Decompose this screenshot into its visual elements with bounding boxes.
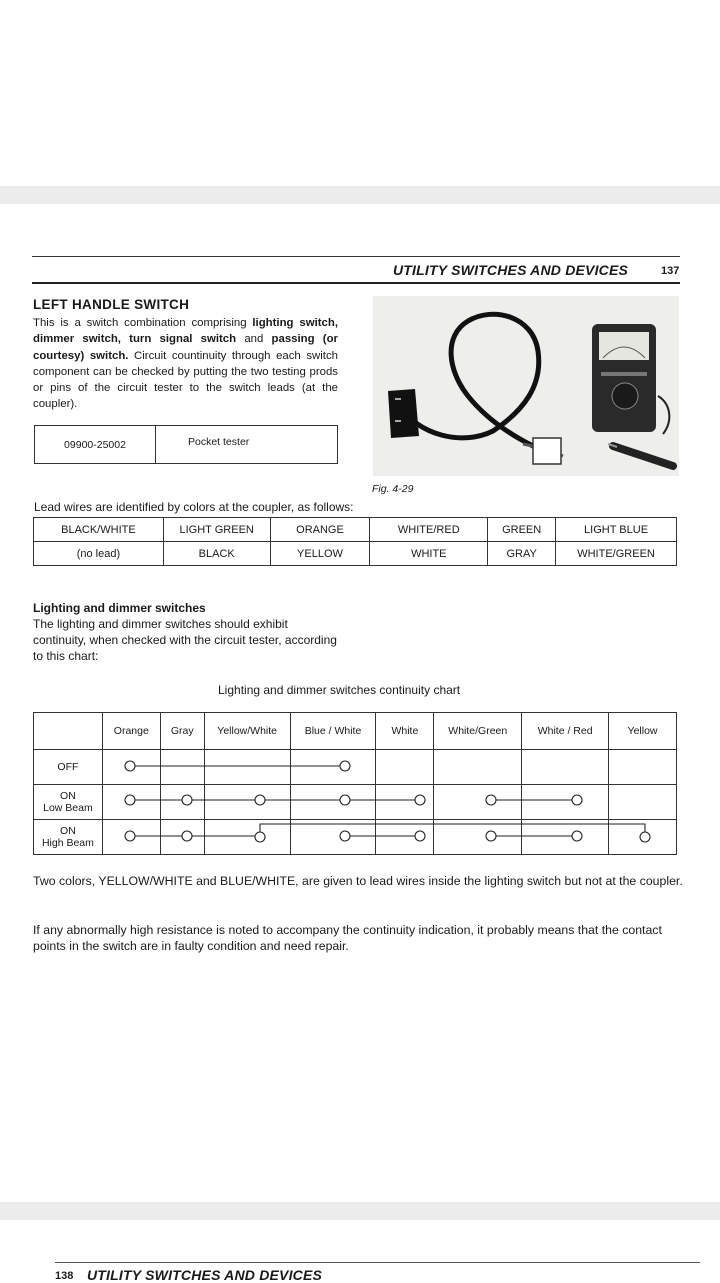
- table-cell: [102, 820, 160, 855]
- table-cell: [434, 750, 522, 785]
- table-cell: [434, 820, 522, 855]
- column-header: Yellow/White: [204, 713, 290, 750]
- page-number: 137: [661, 265, 680, 277]
- table-cell: [102, 785, 160, 820]
- table-cell: [609, 785, 677, 820]
- table-row: [34, 542, 677, 566]
- table-cell: [522, 820, 609, 855]
- table-cell: [609, 820, 677, 855]
- table-cell: [376, 750, 434, 785]
- note-high-resistance: If any abnormally high resistance is noted to accompany the continuity indication, it probably means that the contact points in the switch are in faulty condition and need repair.: [33, 923, 662, 953]
- tool-name: Pocket tester: [188, 435, 250, 448]
- table-row: [34, 785, 677, 820]
- figure-caption: Fig. 4-29: [372, 483, 414, 495]
- viewer-gap-top: [0, 186, 720, 204]
- pocket-tester-photo: [373, 296, 679, 476]
- table-cell: [290, 750, 376, 785]
- intro-text-run: and: [236, 333, 272, 346]
- table-cell: [376, 820, 434, 855]
- lead-cell: BLACK: [163, 542, 270, 566]
- intro-paragraph: [33, 315, 338, 413]
- column-header: Yellow: [609, 713, 677, 750]
- table-cell: [204, 750, 290, 785]
- table-cell: [376, 785, 434, 820]
- corner-cell: [34, 713, 103, 750]
- table-cell: [290, 820, 376, 855]
- table-cell: [160, 820, 204, 855]
- lead-cell: (no lead): [34, 542, 164, 566]
- column-header: Gray: [160, 713, 204, 750]
- lighting-heading: Lighting and dimmer switches: [33, 601, 206, 615]
- column-header: White/Green: [434, 713, 522, 750]
- table-row: [34, 750, 677, 785]
- header-rule-top: [32, 256, 680, 257]
- lead-cell: WHITE/RED: [370, 518, 488, 542]
- continuity-chart-title: Lighting and dimmer switches continuity chart: [218, 683, 461, 697]
- lead-wires-intro: Lead wires are identified by colors at the coupler, as follows:: [34, 500, 354, 514]
- table-cell: [522, 750, 609, 785]
- note-two-colors: Two colors, YELLOW/WHITE and BLUE/WHITE, are given to lead wires inside the lighting switch but not at the coupler.: [33, 874, 683, 888]
- table-cell: [609, 750, 677, 785]
- table-cell: [204, 820, 290, 855]
- tool-part-number: 09900-25002: [35, 426, 156, 463]
- intro-text-run: Circuit countinuity through each switch component can be checked by putting the two testing prods or pins of the circuit tester to the switch leads (at the coupler).: [33, 349, 338, 411]
- viewer-gap-bottom: [0, 1202, 720, 1220]
- section-heading: LEFT HANDLE SWITCH: [33, 297, 190, 312]
- table-cell: [522, 785, 609, 820]
- lead-cell: WHITE/GREEN: [556, 542, 677, 566]
- table-cell: [102, 750, 160, 785]
- lighting-paragraph: The lighting and dimmer switches should exhibit continuity, when checked with the circuit tester, according to this chart:: [33, 617, 337, 663]
- row-label: [34, 750, 103, 785]
- next-page-header-title: UTILITY SWITCHES AND DEVICES: [87, 1267, 323, 1283]
- table-cell: [434, 785, 522, 820]
- next-page-header-rule: [55, 1262, 700, 1263]
- column-header: White: [376, 713, 434, 750]
- header-rule-bottom: [32, 282, 680, 284]
- column-header: Blue / White: [290, 713, 376, 750]
- table-cell: [160, 785, 204, 820]
- row-label-line: OFF: [57, 761, 79, 773]
- lead-wire-color-table: [33, 517, 677, 566]
- row-label-line: ON: [60, 825, 76, 837]
- row-label-line: High Beam: [41, 837, 94, 849]
- column-header: Orange: [102, 713, 160, 750]
- intro-text-run: This is a switch combination comprising: [33, 317, 253, 329]
- lead-cell: YELLOW: [270, 542, 370, 566]
- row-label: [34, 820, 103, 855]
- next-page-number: 138: [55, 1270, 74, 1282]
- table-cell: [160, 750, 204, 785]
- row-label-line: Low Beam: [43, 802, 93, 814]
- row-label-line: ON: [60, 790, 76, 802]
- running-header-title: UTILITY SWITCHES AND DEVICES: [393, 262, 629, 278]
- table-row: [34, 820, 677, 855]
- lead-cell: GREEN: [488, 518, 556, 542]
- intro-bold-run: passing (or courtesy) switch.: [33, 333, 338, 362]
- lead-cell: LIGHT BLUE: [556, 518, 677, 542]
- lead-cell: GRAY: [488, 542, 556, 566]
- continuity-chart-table: [33, 712, 677, 855]
- column-header: White / Red: [522, 713, 609, 750]
- table-cell: [204, 785, 290, 820]
- row-label: [34, 785, 103, 820]
- intro-bold-run: lighting switch, dimmer switch, turn signal switch: [33, 317, 338, 346]
- lead-cell: ORANGE: [270, 518, 370, 542]
- table-header-row: [34, 713, 677, 750]
- special-tool-box: [34, 425, 338, 464]
- lead-cell: LIGHT GREEN: [163, 518, 270, 542]
- table-cell: [290, 785, 376, 820]
- table-row: [34, 518, 677, 542]
- lead-cell: BLACK/WHITE: [34, 518, 164, 542]
- lead-cell: WHITE: [370, 542, 488, 566]
